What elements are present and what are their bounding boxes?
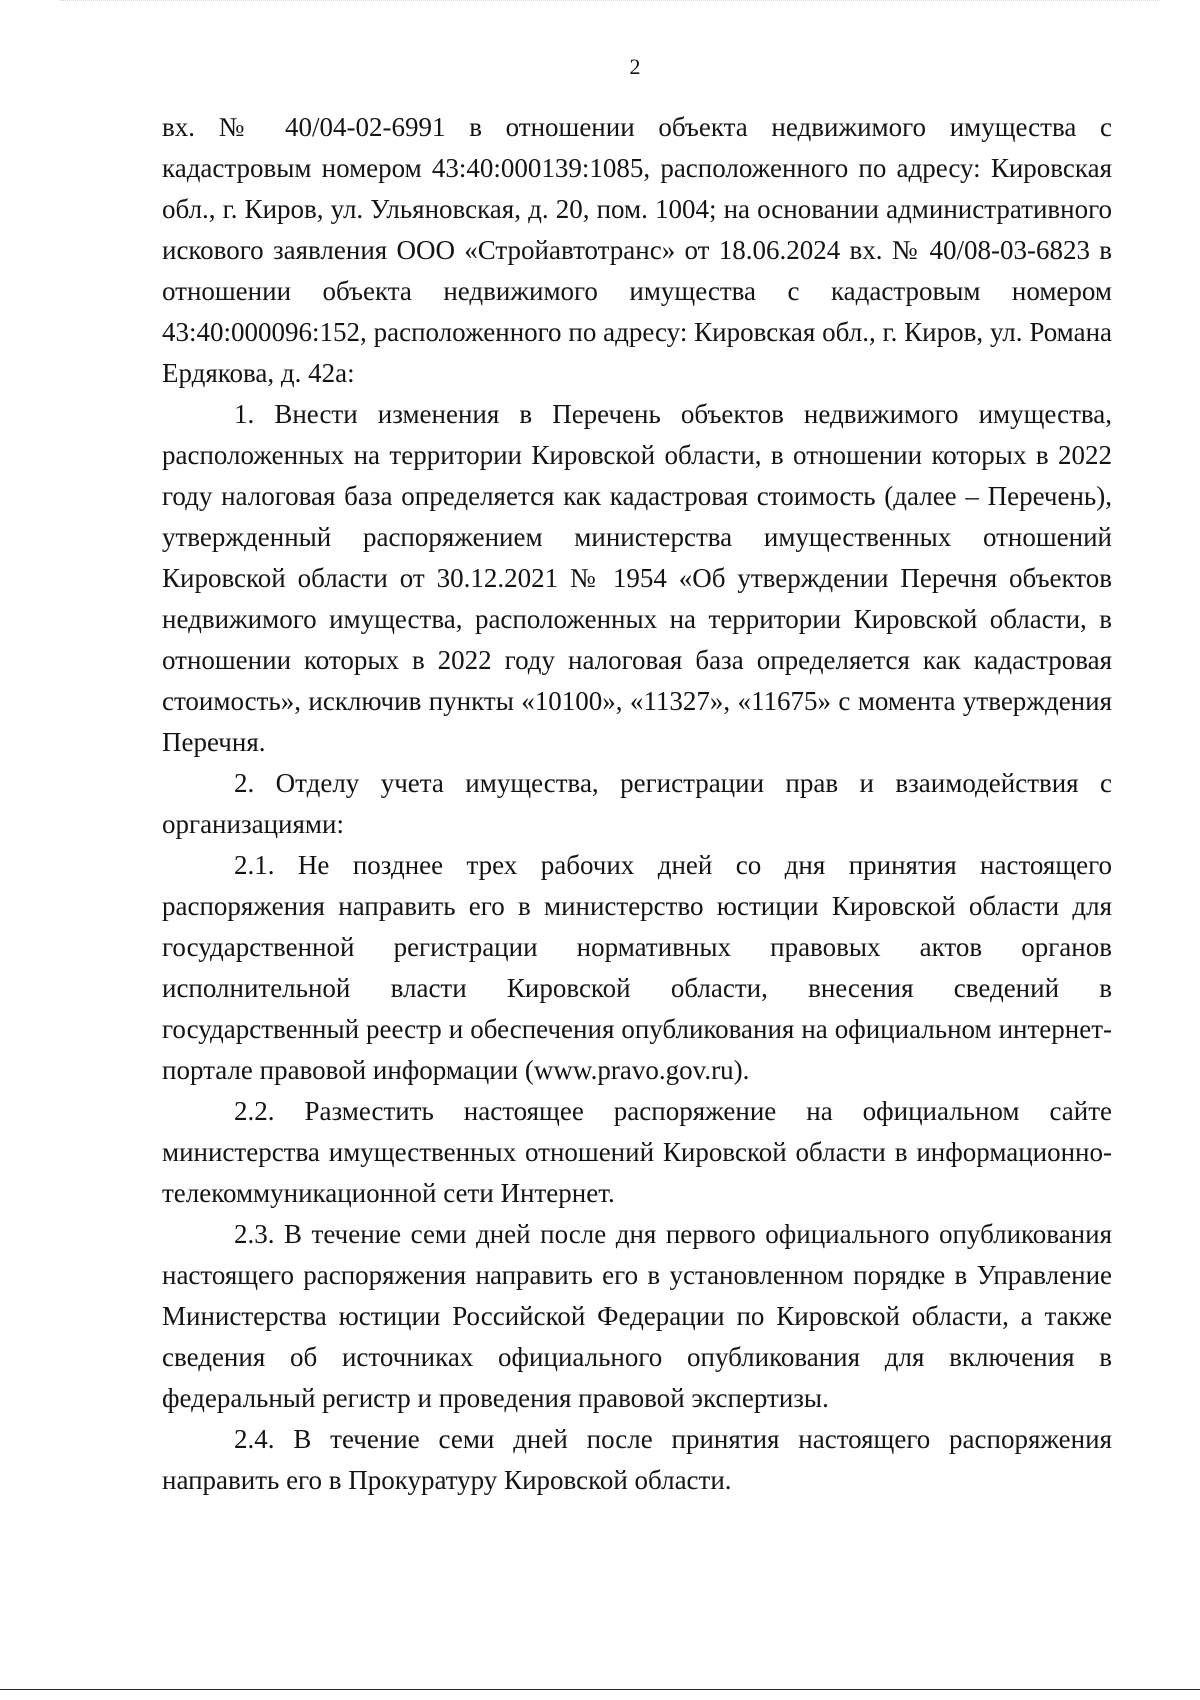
document-body: [162, 107, 1112, 1501]
scan-edge-top: [60, 0, 1160, 1]
page-number: 2: [629, 54, 641, 79]
intro-paragraph: вх. № 40/04-02-6991 в отношении объекта недвижимого имущества с кадастровым номером 43:40:000139:1085, расположенного по адресу: Кировская обл., г. Киров, ул. Ульяновская, д. 20, пом. 1004; на основании административного искового заявления ООО «Стройавтотранс» от 18.06.2024 вх. № 40/08-03-6823 в отношении объекта недвижимого имущества с кадастровым номером 43:40:000096:152, расположенного по адресу: Кировская обл., г. Киров, ул. Романа Ердякова, д. 42а:: [162, 112, 1112, 388]
item-2-paragraph: 2. Отделу учета имущества, регистрации прав и взаимодействия с организациями:: [162, 768, 1112, 839]
scan-edge-bottom: [0, 1689, 1200, 1700]
item-2-2-paragraph: 2.2. Разместить настоящее распоряжение на официальном сайте министерства имущественных отношений Кировской области в информационно-телекоммуникационной сети Интернет.: [162, 1096, 1112, 1208]
item-2-4-paragraph: 2.4. В течение семи дней после принятия настоящего распоряжения направить его в Прокуратуру Кировской области.: [162, 1424, 1112, 1495]
item-1-paragraph: 1. Внести изменения в Перечень объектов недвижимого имущества, расположенных на территории Кировской области, в отношении которых в 2022 году налоговая база определяется как кадастровая стоимость (далее – Перечень), утвержденный распоряжением министерства имущественных отношений Кировской области от 30.12.2021 № 1954 «Об утверждении Перечня объектов недвижимого имущества, расположенных на территории Кировской области, в отношении которых в 2022 году налоговая база определяется как кадастровая стоимость», исключив пункты «10100», «11327», «11675» с момента утверждения Перечня.: [162, 399, 1112, 757]
item-2-1-paragraph: 2.1. Не позднее трех рабочих дней со дня принятия настоящего распоряжения направить его в министерство юстиции Кировской области для государственной регистрации нормативных правовых актов органов исполнительной власти Кировской области, внесения сведений в государственный реестр и обеспечения опубликования на официальном интернет-портале правовой информации (www.pravo.gov.ru).: [162, 850, 1112, 1085]
item-2-3-paragraph: 2.3. В течение семи дней после дня первого официального опубликования настоящего распоряжения направить его в установленном порядке в Управление Министерства юстиции Российской Федерации по Кировской области, а также сведения об источниках официального опубликования для включения в федеральный регистр и проведения правовой экспертизы.: [162, 1219, 1112, 1413]
